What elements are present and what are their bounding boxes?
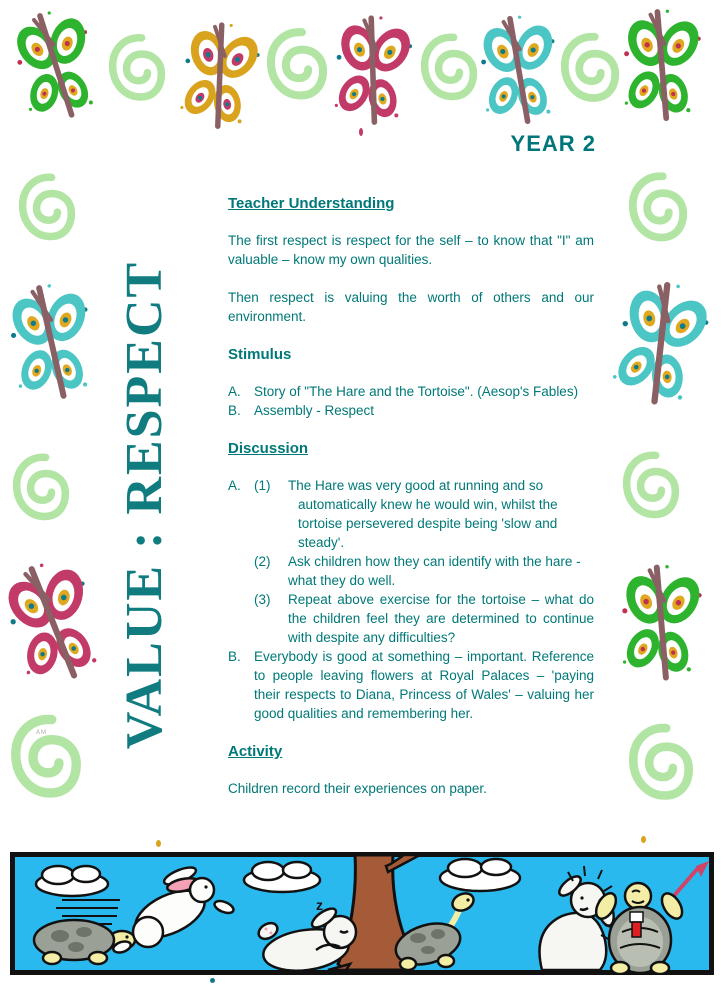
section-heading-discussion: Discussion [228, 440, 309, 457]
list-item-text: Ask children how they can identify with the hare -what they do well. [288, 554, 581, 588]
list-item [228, 382, 594, 401]
butterfly-green-icon [612, 552, 708, 694]
teacher-understanding-paragraph-1: The first respect is respect for the self – to know that "I" am valuable – know my own qualities. [228, 233, 594, 267]
speckle [156, 840, 161, 847]
spiral-icon [10, 698, 82, 816]
butterfly-pink-icon [0, 547, 109, 697]
speckle [210, 978, 215, 983]
section-heading-teacher-understanding: Teacher Understanding [228, 195, 395, 212]
cloud-icon [440, 859, 520, 891]
spiral-icon [628, 160, 688, 255]
list-item-text: Assembly - Respect [254, 403, 375, 418]
spiral-icon [266, 12, 328, 117]
spiral-icon [108, 18, 166, 118]
list-item-text: Everybody is good at something – important. Reference to people leaving flowers at Royal Palaces – 'paying their respects to Diana, Princess of Wales' – valuing her good qualities and remembering her. [254, 649, 594, 721]
speckle [641, 836, 646, 843]
list-marker: (3) [254, 592, 271, 607]
list-item [254, 476, 594, 552]
list-item-text: Story of "The Hare and the Tortoise". (Aesop's Fables) [254, 384, 579, 399]
section-heading-stimulus: Stimulus [228, 346, 292, 363]
list-item-text: Repeat above exercise for the tortoise – what do the children feel they are determined to continue with despite any difficulties? [288, 592, 594, 645]
list-marker: (1) [254, 478, 271, 493]
list-item [254, 552, 594, 590]
list-marker: (2) [254, 554, 271, 569]
discussion-sublist [254, 476, 594, 647]
list-marker: A. [228, 478, 241, 493]
sleep-text: z [316, 897, 323, 913]
spiral-icon [560, 18, 620, 118]
cloud-icon [36, 866, 108, 896]
discussion-list [228, 476, 594, 723]
hare-and-tortoise-strip [10, 852, 714, 975]
vertical-title: VALUE : RESPECT [116, 260, 173, 750]
list-marker: B. [228, 403, 241, 418]
spiral-icon [622, 438, 680, 533]
butterfly-green-icon [7, 3, 102, 128]
butterfly-gold-icon [169, 11, 269, 140]
butterfly-cyan-icon [599, 268, 721, 418]
list-item-text: The Hare was very good at running and so automatically knew he would win, whilst the tortoise persevered despite being 'slow and steady'. [288, 478, 558, 550]
spiral-icon [12, 440, 70, 535]
speckle [359, 128, 363, 136]
section-heading-activity: Activity [228, 743, 283, 760]
year-label: YEAR 2 [510, 131, 596, 156]
spiral-icon [628, 700, 694, 825]
teacher-understanding-paragraph-2: Then respect is valuing the worth of others and our environment. [228, 290, 594, 324]
list-marker: B. [228, 649, 241, 664]
cloud-icon [244, 862, 320, 892]
list-item [254, 590, 594, 647]
spiral-icon [420, 20, 478, 115]
lesson-content [228, 194, 594, 817]
list-item [228, 476, 594, 647]
watermark-text: AM [36, 730, 47, 736]
list-marker: A. [228, 384, 241, 399]
butterfly-green-icon [615, 2, 707, 129]
butterfly-cyan-icon [5, 280, 96, 404]
list-item [228, 647, 594, 723]
butterfly-pink-icon [324, 5, 420, 135]
activity-paragraph: Children record their experiences on paper. [228, 781, 487, 796]
list-item [228, 401, 594, 420]
spiral-icon [18, 160, 76, 255]
stimulus-list [228, 382, 594, 420]
butterfly-cyan-icon [478, 10, 558, 130]
